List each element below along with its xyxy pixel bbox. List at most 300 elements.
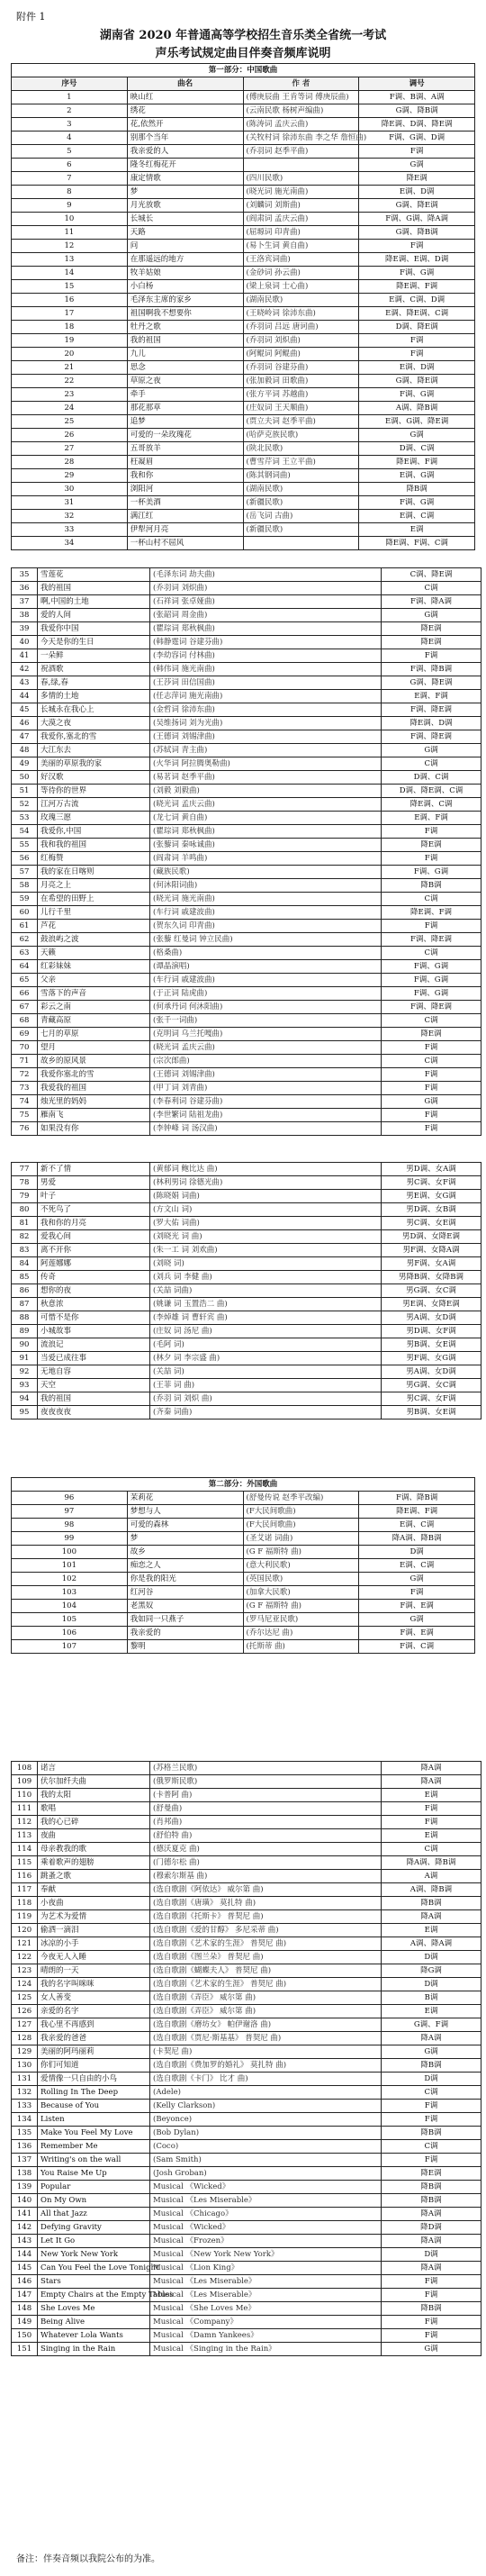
song-key: 男E调、女降E调: [382, 1298, 482, 1311]
song-source: (林夕 词 李宗盛 曲): [150, 1352, 382, 1365]
song-key: 降A调: [382, 2262, 482, 2275]
song-no: 30: [12, 483, 128, 496]
song-no: 86: [12, 1284, 38, 1298]
table-row: [12, 947, 482, 960]
song-source: (关牧村词 徐沛东曲 李之华 詹恒曲): [243, 132, 359, 145]
song-title: Because of You: [38, 2100, 150, 2113]
song-title: 爱情像一只自由的小鸟: [38, 2073, 150, 2086]
song-source: (石祥词 张卓娅曲): [150, 595, 382, 609]
song-key: E调: [359, 523, 475, 537]
song-source: (李焯雄 词 曹轩宾 曲): [150, 1311, 382, 1325]
table-row: [12, 104, 475, 118]
song-key: F调: [359, 348, 475, 361]
table-row: [12, 1573, 475, 1586]
song-source: (毛泽东词 劫夫曲): [150, 568, 382, 582]
song-title: 祖国啊我不想要你: [127, 307, 243, 321]
table-row: [12, 334, 475, 348]
song-source: (姚谦 词 玉置浩二 曲): [150, 1298, 382, 1311]
song-title: 可爱的森林: [127, 1519, 243, 1532]
song-key: F调: [382, 920, 482, 933]
song-title: 母亲教我的歌: [38, 1843, 150, 1856]
song-no: 105: [12, 1613, 128, 1627]
song-title: 好汉歌: [38, 771, 150, 785]
table-row: [12, 1978, 482, 1991]
song-no: 111: [12, 1802, 38, 1816]
table-row: [12, 1492, 475, 1505]
table-row: [12, 2248, 482, 2262]
song-source: (易卜生词 黄自曲): [243, 240, 359, 253]
song-source: (Bob Dylan): [150, 2127, 382, 2140]
song-source: (陈其钢词曲): [243, 469, 359, 483]
song-source: (瞿琮词 郑秋枫曲): [150, 825, 382, 839]
song-no: 103: [12, 1586, 128, 1600]
song-title: 伊犁河月亮: [127, 523, 243, 537]
song-no: 61: [12, 920, 38, 933]
song-no: 34: [12, 537, 128, 550]
table-row: [12, 812, 482, 825]
table-row: [12, 649, 482, 663]
song-key: E调、D调: [359, 186, 475, 199]
song-key: F调、G调: [359, 388, 475, 402]
song-no: 91: [12, 1352, 38, 1365]
song-title: 想你的夜: [38, 1284, 150, 1298]
song-no: 35: [12, 568, 38, 582]
song-key: D调: [359, 1546, 475, 1559]
song-source: (G F 福斯特 曲): [243, 1600, 359, 1613]
song-key: C调: [382, 947, 482, 960]
header-no: 序号: [12, 77, 128, 91]
song-source: (张藜 红曼词 钟立民曲): [150, 933, 382, 947]
table-row: [12, 2127, 482, 2140]
song-no: 6: [12, 159, 128, 172]
song-no: 140: [12, 2194, 38, 2208]
song-key: 降B调: [382, 879, 482, 893]
song-no: 82: [12, 1230, 38, 1244]
song-no: 81: [12, 1217, 38, 1230]
song-title: 我的心已碎: [38, 1816, 150, 1829]
table-row: [12, 1951, 482, 1964]
song-table-2: [11, 567, 482, 1136]
song-title: 故乡: [127, 1546, 243, 1559]
song-no: 126: [12, 2005, 38, 2018]
song-no: 141: [12, 2208, 38, 2221]
song-title: 小夜曲: [38, 1897, 150, 1910]
song-no: 146: [12, 2275, 38, 2289]
song-source: (刘麟词 刘斯曲): [243, 199, 359, 213]
table-row: [12, 798, 482, 812]
song-no: 2: [12, 104, 128, 118]
song-no: 114: [12, 1843, 38, 1856]
song-title: 新不了情: [38, 1163, 150, 1176]
page-title-line-2: 声乐考试规定曲目伴奏音频库说明: [155, 47, 331, 60]
song-no: 75: [12, 1109, 38, 1122]
song-no: 10: [12, 213, 128, 226]
song-no: 26: [12, 429, 128, 442]
song-no: 123: [12, 1964, 38, 1978]
song-title: 月亮之上: [38, 879, 150, 893]
song-title: 在希望的田野上: [38, 893, 150, 906]
song-no: 15: [12, 280, 128, 294]
song-no: 50: [12, 771, 38, 785]
song-source: (金砂词 孙云曲): [243, 267, 359, 280]
table-row: [12, 348, 475, 361]
song-source: (新疆民歌): [243, 496, 359, 510]
song-title: 天籁: [38, 947, 150, 960]
song-source: (黄郁词 鲍比达 曲): [150, 1163, 382, 1176]
song-no: 118: [12, 1897, 38, 1910]
song-title: 诺言: [38, 1762, 150, 1775]
song-source: Musical 《Lion King》: [150, 2262, 382, 2275]
song-key: B调: [382, 1991, 482, 2005]
song-no: 116: [12, 1870, 38, 1883]
song-key: 降E调、F调: [382, 906, 482, 920]
table-row: [12, 1055, 482, 1068]
song-source: (湖南民歌): [243, 483, 359, 496]
table-row: [12, 920, 482, 933]
table-row: [12, 2343, 482, 2356]
song-title: 大江东去: [38, 744, 150, 757]
song-key: F调、G调: [382, 866, 482, 879]
song-title: 彩云之南: [38, 1001, 150, 1014]
song-no: 5: [12, 145, 128, 159]
table-row: [12, 1519, 475, 1532]
song-title: 长城长: [127, 213, 243, 226]
table-row: [12, 1176, 482, 1190]
song-key: F调: [382, 1816, 482, 1829]
table-row: [12, 402, 475, 415]
song-no: 4: [12, 132, 128, 145]
song-title: 我亲爱的人: [127, 145, 243, 159]
song-no: 38: [12, 609, 38, 622]
table-row: [12, 1870, 482, 1883]
table-row: [12, 1203, 482, 1217]
table-row: [12, 2059, 482, 2073]
song-source: (刘毅 刘毅曲): [150, 785, 382, 798]
song-source: (阎肃词 羊鸣曲): [150, 852, 382, 866]
part2-title: 第二部分：外国歌曲: [12, 1478, 475, 1492]
song-title: 儿行千里: [38, 906, 150, 920]
song-source: (意大利民歌): [243, 1559, 359, 1573]
song-source: (乔羽 词 刘炽 曲): [150, 1392, 382, 1406]
song-source: (张加毅词 田歌曲): [243, 375, 359, 388]
table-row: [12, 2113, 482, 2127]
table-row: [12, 771, 482, 785]
song-no: 8: [12, 186, 128, 199]
table-row: [12, 2289, 482, 2302]
table-row: [12, 2329, 482, 2343]
song-key: 降E调、C调: [382, 798, 482, 812]
song-title: 我的祖国: [38, 582, 150, 595]
table-row: [12, 2045, 482, 2059]
song-source: (王德词 刘锡津曲): [150, 730, 382, 744]
song-title: 今天是你的生日: [38, 636, 150, 649]
song-title: 康定情歌: [127, 172, 243, 186]
song-no: 72: [12, 1068, 38, 1082]
song-title: Whatever Lola Wants: [38, 2329, 150, 2343]
song-no: 131: [12, 2073, 38, 2086]
song-no: 76: [12, 1122, 38, 1136]
song-no: 106: [12, 1627, 128, 1640]
song-title: Empty Chairs at the Empty Tables: [38, 2289, 150, 2302]
song-title: 今夜无人入睡: [38, 1951, 150, 1964]
song-title: 我和你的月亮: [38, 1217, 150, 1230]
song-key: 降A调: [382, 2208, 482, 2221]
table-row: [12, 1600, 475, 1613]
song-source: (齐秦 词曲): [150, 1406, 382, 1420]
song-title: 我爱我的祖国: [38, 1082, 150, 1095]
song-key: E调、D调: [359, 361, 475, 375]
table-row: [12, 1964, 482, 1978]
song-no: 115: [12, 1856, 38, 1870]
song-title: 雪落下的声音: [38, 987, 150, 1001]
song-no: 49: [12, 757, 38, 771]
song-source: Musical 《Les Miserable》: [150, 2289, 382, 2302]
song-title: 你们可知道: [38, 2059, 150, 2073]
song-title: 我和我的祖国: [38, 839, 150, 852]
song-no: 58: [12, 879, 38, 893]
song-source: (韩静霆词 谷建芬曲): [150, 636, 382, 649]
song-key: G调: [382, 1095, 482, 1109]
table-row: [12, 388, 475, 402]
song-key: 降A调: [382, 1762, 482, 1775]
table-row: [12, 213, 475, 226]
table-row: [12, 2194, 482, 2208]
table-row: [12, 785, 482, 798]
table-row: [12, 1284, 482, 1298]
song-key: E调、降E调、C调: [359, 307, 475, 321]
song-key: E调、C调: [359, 510, 475, 523]
song-source: (选自歌剧《艺术家的生涯》 普契尼 曲): [150, 1978, 382, 1991]
table-row: [12, 307, 475, 321]
song-title: 红彩妹妹: [38, 960, 150, 974]
song-title: 啊,中国的土地: [38, 595, 150, 609]
song-title: 亲爱的名字: [38, 2005, 150, 2018]
song-no: 128: [12, 2032, 38, 2045]
table-row: [12, 866, 482, 879]
song-source: (火华词 阿拉腾奥勒曲): [150, 757, 382, 771]
table-row: [12, 1406, 482, 1420]
song-key: 男B调、女E调: [382, 1338, 482, 1352]
song-source: (陈晓娟 词曲): [150, 1190, 382, 1203]
song-key: F调、C调: [359, 1640, 475, 1654]
song-title: Writing's on the wall: [38, 2154, 150, 2167]
song-source: (李幼容词 付林曲): [150, 649, 382, 663]
song-title: 痴恋之人: [127, 1559, 243, 1573]
table-row: [12, 1883, 482, 1897]
song-title: 美丽的阿玛丽莉: [38, 2045, 150, 2059]
table-row: [12, 375, 475, 388]
song-source: (苏格兰民歌): [150, 1762, 382, 1775]
table-row: [12, 1775, 482, 1789]
song-source: Musical 《Les Miserable》: [150, 2194, 382, 2208]
table-row: [12, 1991, 482, 2005]
song-key: 降B调: [382, 2194, 482, 2208]
song-key: 降B调: [382, 2127, 482, 2140]
table-row: [12, 1829, 482, 1843]
table-row: [12, 1109, 482, 1122]
table-row: [12, 568, 482, 582]
song-no: 55: [12, 839, 38, 852]
song-no: 127: [12, 2018, 38, 2032]
song-key: F调: [382, 1068, 482, 1082]
song-source: (四川民歌): [243, 172, 359, 186]
song-no: 142: [12, 2221, 38, 2235]
table-row: [12, 483, 475, 496]
song-no: 68: [12, 1014, 38, 1028]
song-key: G调: [359, 1573, 475, 1586]
table-row: [12, 145, 475, 159]
song-no: 134: [12, 2113, 38, 2127]
song-title: 烛光里的妈妈: [38, 1095, 150, 1109]
table-row: [12, 582, 482, 595]
table-row: [12, 429, 475, 442]
song-title: 阿莲娜娜: [38, 1257, 150, 1271]
table-row: [12, 1559, 475, 1573]
song-no: 53: [12, 812, 38, 825]
table-row: [12, 1082, 482, 1095]
song-no: 37: [12, 595, 38, 609]
song-title: 花,依然开: [127, 118, 243, 132]
song-no: 148: [12, 2302, 38, 2316]
song-title: 乘着歌声的翅膀: [38, 1856, 150, 1870]
song-title: 五哥放羊: [127, 442, 243, 456]
song-no: 94: [12, 1392, 38, 1406]
table-row: [12, 91, 475, 104]
song-source: (关喆 词): [150, 1365, 382, 1379]
song-source: [243, 537, 359, 550]
song-no: 150: [12, 2329, 38, 2343]
song-no: 17: [12, 307, 128, 321]
table-row: [12, 2032, 482, 2045]
song-key: F调、E调: [359, 1600, 475, 1613]
song-no: 73: [12, 1082, 38, 1095]
song-source: (格桑曲): [150, 947, 382, 960]
table-row: [12, 1816, 482, 1829]
table-row: [12, 825, 482, 839]
song-key: F调、降A调: [382, 595, 482, 609]
table-row: [12, 2100, 482, 2113]
song-source: (苏轼词 青主曲): [150, 744, 382, 757]
song-source: (乔羽词 吕远 唐诃曲): [243, 321, 359, 334]
song-source: (选自歌剧《爱的甘醇》 多尼采蒂 曲): [150, 1924, 382, 1937]
song-key: D调、降E调、C调: [382, 785, 482, 798]
song-key: D调、C调: [382, 771, 482, 785]
song-key: G调: [382, 2343, 482, 2356]
song-title: 女人善变: [38, 1991, 150, 2005]
song-title: 我的名字叫咪咪: [38, 1978, 150, 1991]
song-source: (曹雪芹词 王立平曲): [243, 456, 359, 469]
song-key: 降E调、F调、C调: [359, 537, 475, 550]
song-title: 梦: [127, 1532, 243, 1546]
song-no: 119: [12, 1910, 38, 1924]
table-row: [12, 1924, 482, 1937]
song-no: 28: [12, 456, 128, 469]
song-key: D调: [382, 1951, 482, 1964]
song-no: 133: [12, 2100, 38, 2113]
song-key: 男G调、女C调: [382, 1284, 482, 1298]
table-row: [12, 879, 482, 893]
table-row: [12, 172, 475, 186]
table-row: [12, 1627, 475, 1640]
song-key: F调、B调、A调: [359, 91, 475, 104]
song-title: 月光放歌: [127, 199, 243, 213]
song-key: F调、G调、D调: [359, 132, 475, 145]
song-source: (岳飞词 古曲): [243, 510, 359, 523]
song-no: 16: [12, 294, 128, 307]
song-source: (李世繁词 陆祖龙曲): [150, 1109, 382, 1122]
song-title: 红梅赞: [38, 852, 150, 866]
table-row: [12, 2316, 482, 2329]
song-source: (谭晶演唱): [150, 960, 382, 974]
song-table-1: [11, 63, 475, 550]
song-no: 24: [12, 402, 128, 415]
song-key: E调、C调、D调: [359, 294, 475, 307]
song-source: (托斯蒂 曲): [243, 1640, 359, 1654]
table-row: [12, 1095, 482, 1109]
song-no: 36: [12, 582, 38, 595]
song-key: F调、降E调: [382, 703, 482, 717]
song-no: 42: [12, 663, 38, 676]
song-key: F调、降E调: [382, 730, 482, 744]
song-key: 男B调、女E调: [382, 1406, 482, 1420]
song-title: 小白杨: [127, 280, 243, 294]
song-key: A调、降B调: [359, 402, 475, 415]
song-source: (刘晓 词): [150, 1257, 382, 1271]
song-source: (晓光词 孟庆云曲): [150, 798, 382, 812]
song-key: 男A调、女D调: [382, 1311, 482, 1325]
song-no: 130: [12, 2059, 38, 2073]
song-key: E调: [382, 1924, 482, 1937]
footnote: 备注：伴奏音频以我院公布的为准。: [16, 2554, 160, 2564]
song-title: 江河万古流: [38, 798, 150, 812]
song-key: 降B调: [382, 2059, 482, 2073]
song-key: F调: [382, 2316, 482, 2329]
song-source: (F大民间歌曲): [243, 1519, 359, 1532]
song-title: 枉凝眉: [127, 456, 243, 469]
table-row: [12, 361, 475, 375]
song-title: 我的祖国: [127, 334, 243, 348]
song-no: 44: [12, 690, 38, 703]
song-no: 83: [12, 1244, 38, 1257]
table-row: [12, 2140, 482, 2154]
song-source: (朱一工 词 刘欢曲): [150, 1244, 382, 1257]
table-row: [12, 1217, 482, 1230]
song-no: 84: [12, 1257, 38, 1271]
song-key: E调、C调: [359, 1519, 475, 1532]
song-title: Listen: [38, 2113, 150, 2127]
song-source: (龙七词 黄自曲): [150, 812, 382, 825]
song-key: F调、降E调: [382, 933, 482, 947]
song-source: (宗次郎曲): [150, 1055, 382, 1068]
song-key: F调: [382, 2275, 482, 2289]
song-title: 映山红: [127, 91, 243, 104]
song-source: (贾立夫词 赵季平曲): [243, 415, 359, 429]
table-row: [12, 1505, 475, 1519]
song-source: Musical 《Wicked》: [150, 2181, 382, 2194]
table-row: [12, 757, 482, 771]
song-title: Let It Go: [38, 2235, 150, 2248]
song-source: (罗大佑 词曲): [150, 1217, 382, 1230]
song-source: (晓光词 孟庆云曲): [150, 1041, 382, 1055]
song-no: 151: [12, 2343, 38, 2356]
song-title: 玫瑰三愿: [38, 812, 150, 825]
song-key: C调: [382, 582, 482, 595]
song-source: (门德尔松 曲): [150, 1856, 382, 1870]
song-no: 71: [12, 1055, 38, 1068]
song-no: 3: [12, 118, 128, 132]
table-row: [12, 1937, 482, 1951]
part1-title: 第一部分：中国歌曲: [12, 64, 475, 77]
